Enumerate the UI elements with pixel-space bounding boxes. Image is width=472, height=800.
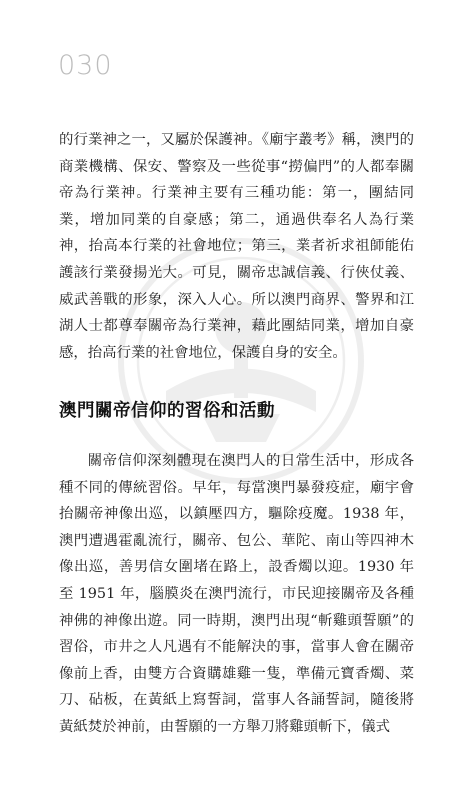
- page-number: 030: [58, 50, 113, 81]
- section-heading: 澳門關帝信仰的習俗和活動: [59, 401, 275, 421]
- paragraph-customs: 關帝信仰深刻體現在澳門人的日常生活中，形成各種不同的傳統習俗。早年，每當澳門暴發疫症，廟宇會抬關帝神像出巡，以鎮壓四方，驅除疫魔。1938 年，澳門遭遇霍亂流行，關帝、包公、華陀、南山等四神木像出巡，善男信女圍堵在路上，設香燭以迎。1930 年至 1951 年，腦膜炎在澳門流行，市民迎接關帝及各種神佛的神像出遊。同一時期，澳門出現“斬雞頭誓願”的習俗，市井之人凡遇有不能解決的事，當事人會在關帝像前上香，由雙方合資購雄雞一隻，準備元寶香燭、菜刀、砧板，在黃紙上寫誓詞，當事人各誦誓詞，隨後將黃紙焚於神前，由誓願的一方舉刀將雞頭斬下，儀式: [59, 453, 414, 735]
- paragraph-continued: 的行業神之一，又屬於保護神。《廟宇叢考》稱，澳門的商業機構、保安、警察及一些從事“撈偏門”的人都奉關帝為行業神。行業神主要有三種功能：第一，團結同業，增加同業的自豪感；第二，通過供奉名人為行業神，抬高本行業的社會地位；第三，業者祈求祖師能佑護該行業發揚光大。可見，關帝忠誠信義、行俠仗義、威武善戰的形象，深入人心。所以澳門商界、警界和江湖人士都尊奉關帝為行業神，藉此團結同業，增加自豪感，抬高行業的社會地位，保護自身的安全。: [59, 132, 414, 361]
